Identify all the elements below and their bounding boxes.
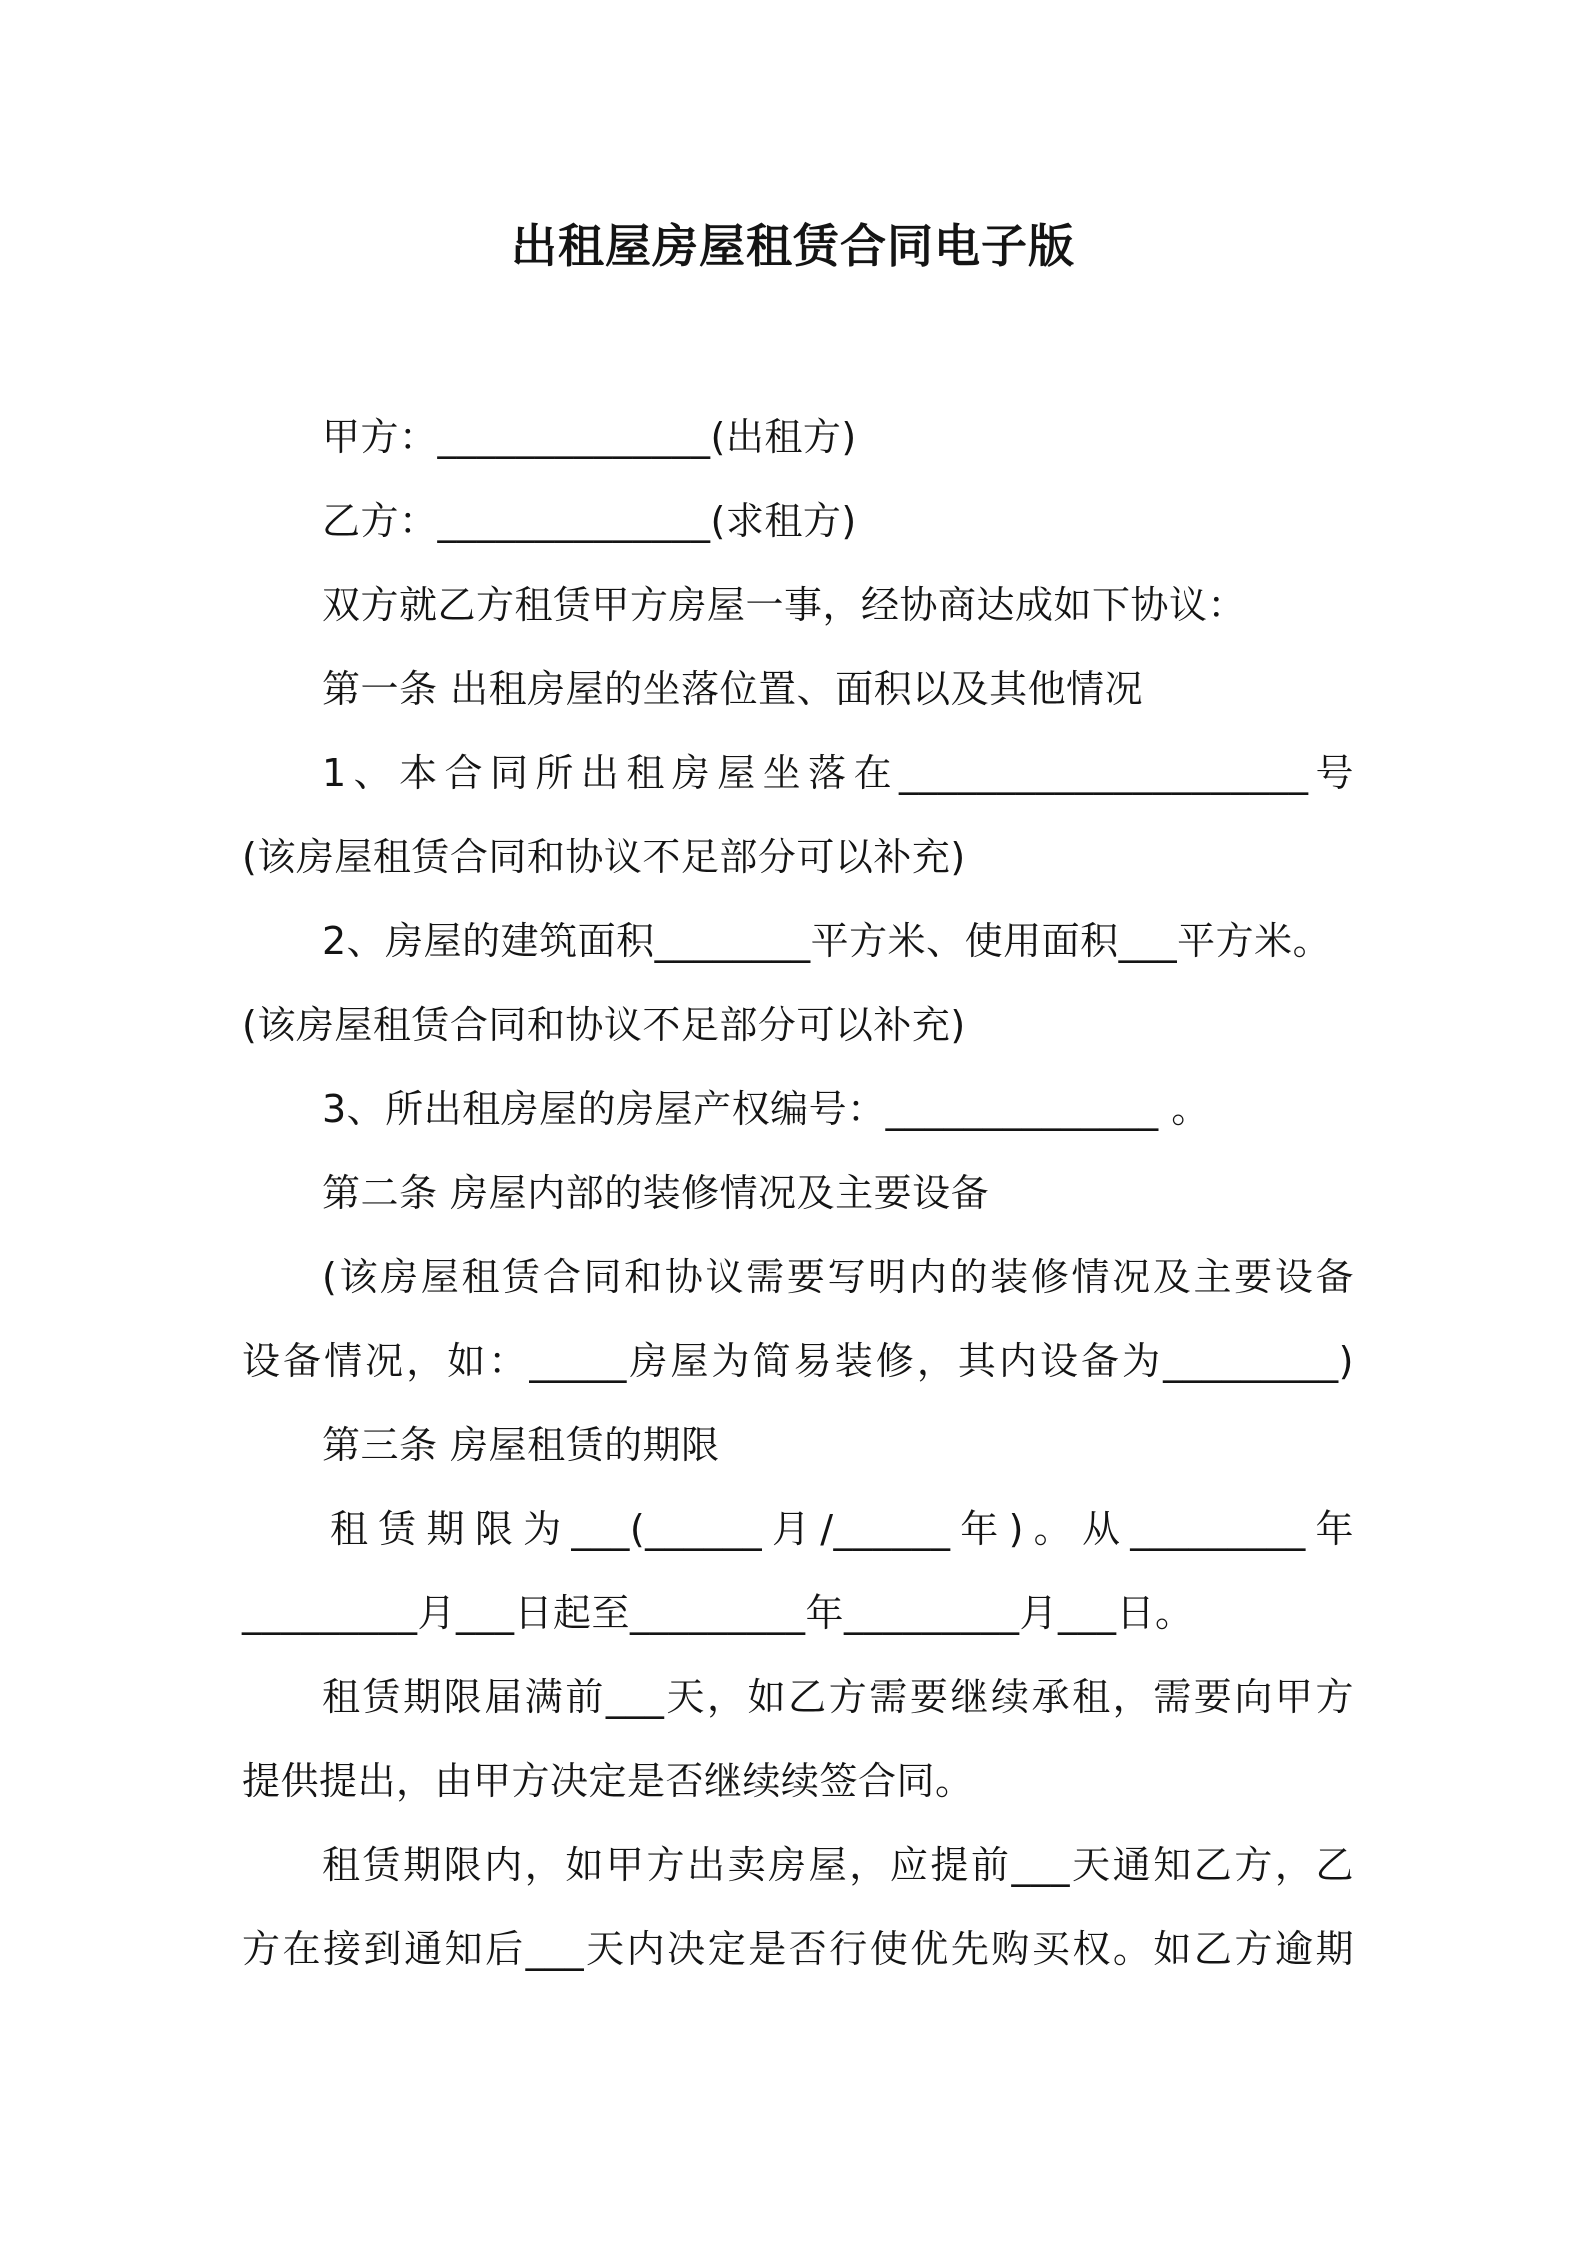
agreement-intro: 双方就乙方租赁甲方房屋一事，经协商达成如下协议：	[322, 583, 1247, 627]
article-two-note-line-2: 设备情况，如：_____房屋为简易装修，其内设备为_________)	[242, 1339, 1354, 1383]
clause-1-note: (该房屋租赁合同和协议不足部分可以补充)	[242, 835, 966, 879]
clause-1-location: 1、本合同所出租房屋坐落在_____________________号	[322, 751, 1354, 795]
party-b-line: 乙方：______________(求租方)	[322, 499, 857, 543]
sale-notice-line-2: 方在接到通知后___天内决定是否行使优先购买权。如乙方逾期	[242, 1927, 1354, 1971]
clause-2-note: (该房屋租赁合同和协议不足部分可以补充)	[242, 1003, 966, 1047]
party-a-line: 甲方：______________(出租方)	[322, 415, 857, 459]
lease-term-line-2: _________月___日起至_________年_________月___日。	[242, 1591, 1194, 1635]
document-title: 出租屋房屋租赁合同电子版	[511, 219, 1075, 273]
article-two-note-line-1: (该房屋租赁合同和协议需要写明内的装修情况及主要设备	[322, 1255, 1354, 1299]
sale-notice-line-1: 租赁期限内，如甲方出卖房屋，应提前___天通知乙方，乙	[322, 1843, 1354, 1887]
lease-term-line-1: 租赁期限为___(______月/______年)。从_________年	[330, 1507, 1354, 1551]
article-one-heading: 第一条 出租房屋的坐落位置、面积以及其他情况	[322, 667, 1144, 711]
renewal-line-1: 租赁期限届满前___天，如乙方需要继续承租，需要向甲方	[322, 1675, 1354, 1719]
clause-3-property-number: 3、所出租房屋的房屋产权编号：______________ 。	[322, 1087, 1210, 1131]
renewal-line-2: 提供提出，由甲方决定是否继续续签合同。	[242, 1759, 974, 1803]
clause-2-area: 2、房屋的建筑面积________平方米、使用面积___平方米。	[322, 919, 1332, 963]
article-three-heading: 第三条 房屋租赁的期限	[322, 1423, 720, 1467]
article-two-heading: 第二条 房屋内部的装修情况及主要设备	[322, 1171, 990, 1215]
